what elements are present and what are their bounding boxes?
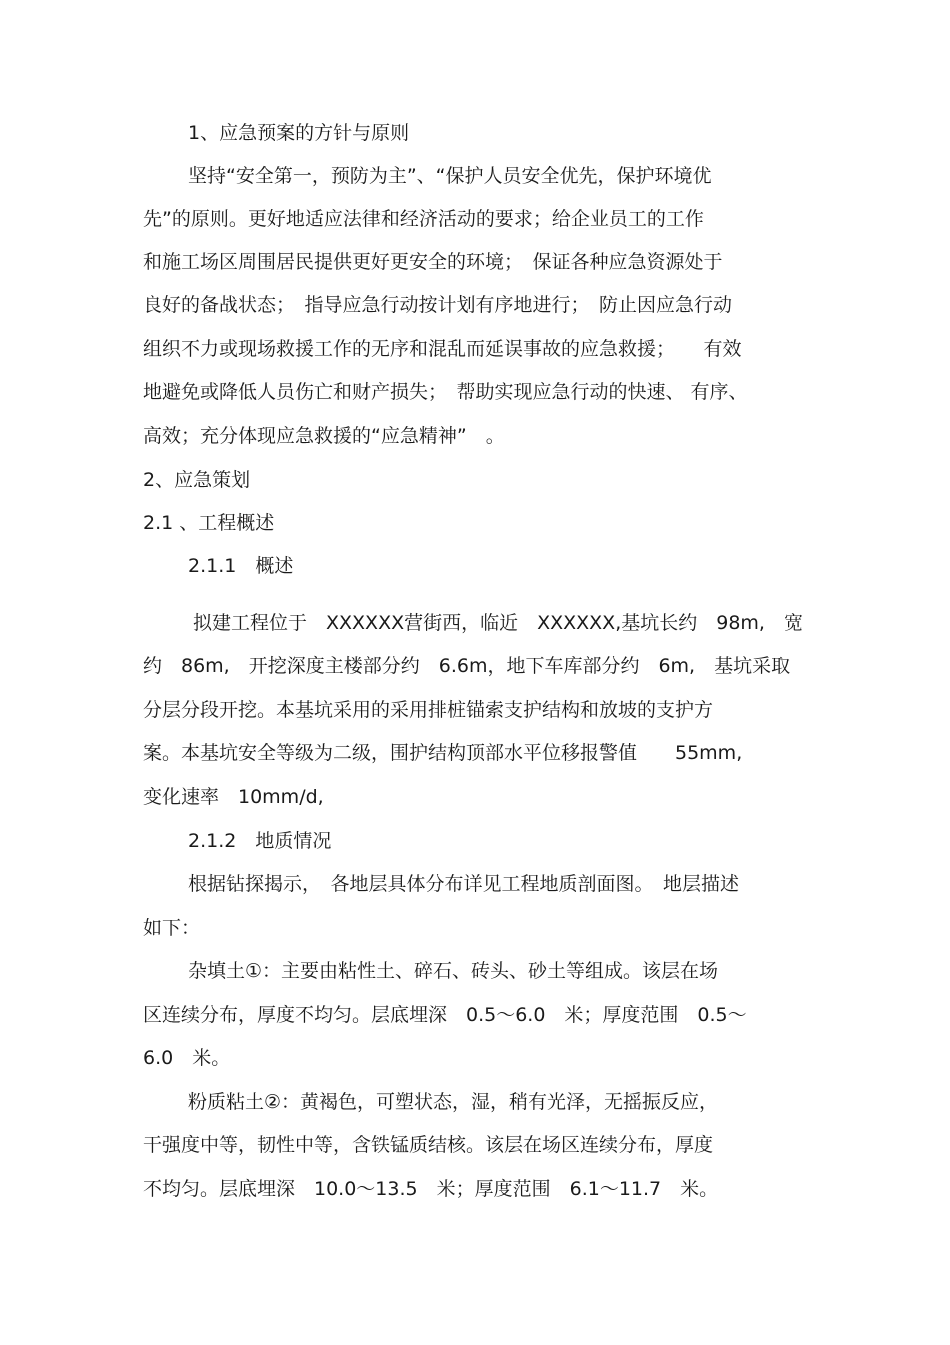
paragraph-line: 分层分段开挖。本基坑采用的采用排桩锚索支护结构和放坡的支护方 xyxy=(143,699,714,721)
paragraph-line: 杂填土①：主要由粘性土、碎石、砖头、砂土等组成。该层在场 xyxy=(188,960,719,982)
heading-2-1: 2.1 、工程概述 xyxy=(143,512,275,534)
paragraph-line: 如下： xyxy=(143,917,201,939)
heading-2: 2、应急策划 xyxy=(143,469,251,491)
paragraph-line: 坚持“安全第一，预防为主”、“保护人员安全优先，保护环境优 xyxy=(188,165,712,187)
paragraph-line: 不均匀。层底埋深 10.0～13.5 米；厚度范围 6.1～11.7 米。 xyxy=(143,1178,719,1200)
paragraph-line: 良好的备战状态； 指导应急行动按计划有序地进行； 防止因应急行动 xyxy=(143,294,733,316)
paragraph-line: 干强度中等，韧性中等，含铁锰质结核。该层在场区连续分布，厚度 xyxy=(143,1134,714,1156)
heading-1: 1、应急预案的方针与原则 xyxy=(188,122,410,144)
heading-2-1-2: 2.1.2 地质情况 xyxy=(188,830,332,852)
paragraph-line: 6.0 米。 xyxy=(143,1047,231,1069)
paragraph-line: 拟建工程位于 XXXXXX营街西，临近 XXXXXX,基坑长约 98m, 宽 xyxy=(193,612,803,634)
heading-2-1-1: 2.1.1 概述 xyxy=(188,555,294,577)
paragraph-line: 变化速率 10mm/d, xyxy=(143,786,324,808)
paragraph-line: 和施工场区周围居民提供更好更安全的环境； 保证各种应急资源处于 xyxy=(143,251,723,273)
paragraph-line: 根据钻探揭示， 各地层具体分布详见工程地质剖面图。 地层描述 xyxy=(188,873,740,895)
paragraph-line: 高效；充分体现应急救援的“应急精神” 。 xyxy=(143,425,505,447)
paragraph-line: 粉质粘土②：黄褐色，可塑状态，湿，稍有光泽，无摇振反应， xyxy=(188,1091,719,1113)
paragraph-line: 案。本基坑安全等级为二级，围护结构顶部水平位移报警值 55mm, xyxy=(143,742,743,764)
paragraph-line: 组织不力或现场救援工作的无序和混乱而延误事故的应急救援； 有效 xyxy=(143,338,742,360)
paragraph-line: 先”的原则。更好地适应法律和经济活动的要求；给企业员工的工作 xyxy=(143,208,704,230)
paragraph-line: 约 86m, 开挖深度主楼部分约 6.6m，地下车库部分约 6m, 基坑采取 xyxy=(143,655,791,677)
paragraph-line: 区连续分布，厚度不均匀。层底埋深 0.5～6.0 米；厚度范围 0.5～ xyxy=(143,1004,747,1026)
paragraph-line: 地避免或降低人员伤亡和财产损失； 帮助实现应急行动的快速、 有序、 xyxy=(143,381,748,403)
